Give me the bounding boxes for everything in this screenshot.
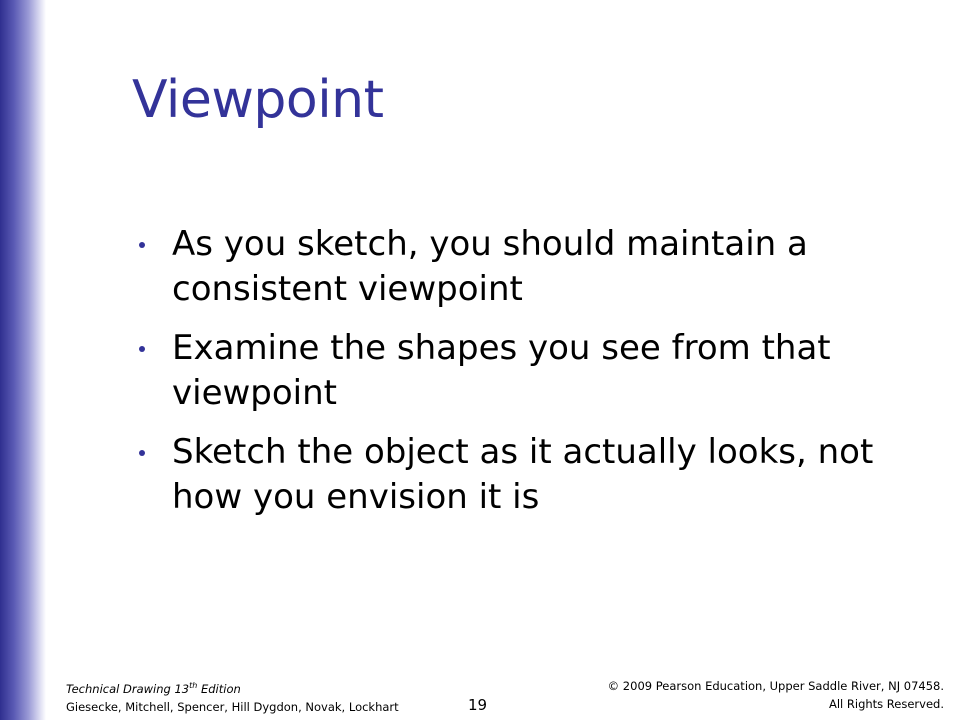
copyright-line-1: © 2009 Pearson Education, Upper Saddle River, NJ 07458. <box>607 679 944 693</box>
bullet-marker-icon <box>139 242 145 248</box>
bullet-list <box>132 222 912 534</box>
bullet-item <box>132 326 912 416</box>
bullet-item <box>132 222 912 312</box>
edition-word: Edition <box>197 681 241 696</box>
footer-book-title <box>66 677 399 698</box>
edition-superscript: th <box>189 681 198 690</box>
footer-copyright <box>608 677 944 713</box>
bullet-text: Examine the shapes you see from that viewpoint <box>172 328 831 413</box>
copyright-line-2: All Rights Reserved. <box>828 697 944 711</box>
bullet-item <box>132 430 912 520</box>
bullet-marker-icon <box>139 346 145 352</box>
page-number: 19 <box>468 696 488 714</box>
bullet-marker-icon <box>139 450 145 456</box>
book-title-text: Technical Drawing 13 <box>66 681 190 696</box>
bullet-text: Sketch the object as it actually looks, not how you envision it is <box>172 432 874 517</box>
decorative-side-bar <box>0 0 46 720</box>
footer-authors: Giesecke, Mitchell, Spencer, Hill Dygdon, Novak, Lockhart <box>66 699 399 714</box>
footer-book-info <box>66 677 399 716</box>
bullet-text: As you sketch, you should maintain a consistent viewpoint <box>172 224 808 309</box>
slide-title: Viewpoint <box>132 70 384 130</box>
